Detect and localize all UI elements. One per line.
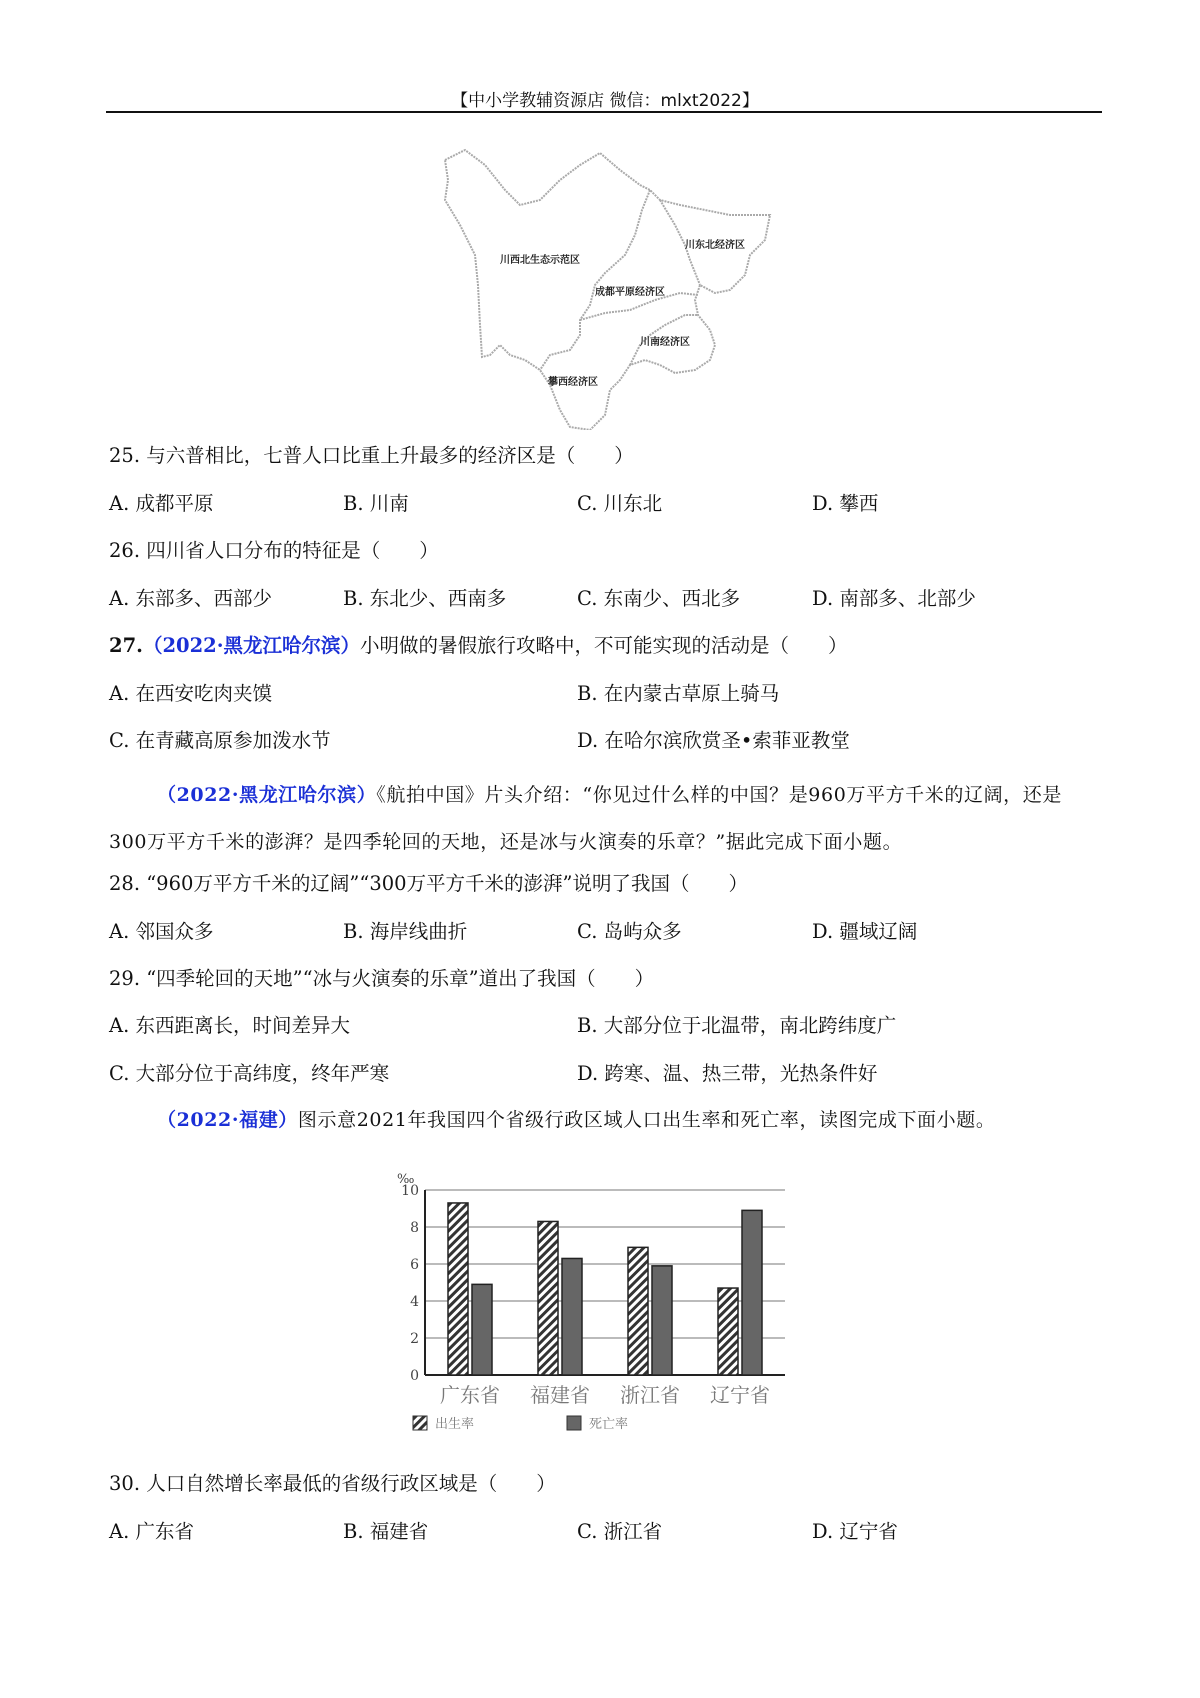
- question-25: 25. 与六普相比，七普人口比重上升最多的经济区是（ ）: [109, 444, 634, 467]
- q27-option-b[interactable]: B. 在内蒙古草原上骑马: [577, 682, 780, 705]
- map-label-chuanxibei: 川西北生态示范区: [500, 255, 580, 266]
- x-category-label: 福建省: [530, 1383, 590, 1407]
- question-28: 28. “960万平方千米的辽阔”“300万平方千米的澎湃”说明了我国（ ）: [109, 872, 749, 895]
- map-label-panxi: 攀西经济区: [548, 377, 598, 388]
- q28-option-d[interactable]: D. 疆域辽阔: [812, 920, 918, 943]
- bar-birth-rate: [718, 1288, 738, 1375]
- q29-option-c[interactable]: C. 大部分位于高纬度，终年严寒: [109, 1062, 390, 1085]
- question-26: 26. 四川省人口分布的特征是（ ）: [109, 539, 439, 562]
- y-tick-label: 2: [410, 1331, 419, 1347]
- q25-option-a[interactable]: A. 成都平原: [109, 492, 214, 515]
- q25-option-b[interactable]: B. 川南: [343, 492, 409, 515]
- y-tick-label: 10: [401, 1183, 419, 1199]
- bar-death-rate: [472, 1284, 492, 1375]
- passage-2-text: 图示意2021年我国四个省级行政区域人口出生率和死亡率，读图完成下面小题。: [297, 1109, 996, 1131]
- y-tick-label: 6: [410, 1257, 419, 1273]
- q29-option-d[interactable]: D. 跨寒、温、热三带，光热条件好: [577, 1062, 878, 1085]
- question-27: [109, 630, 848, 658]
- map-label-chengdu: 成都平原经济区: [595, 287, 665, 298]
- q25-option-d[interactable]: D. 攀西: [812, 492, 879, 515]
- passage-2: [109, 1105, 1099, 1132]
- q26-option-c[interactable]: C. 东南少、西北多: [577, 587, 741, 610]
- x-category-label: 广东省: [440, 1383, 500, 1407]
- legend-birth-label: 出生率: [435, 1417, 475, 1432]
- map-label-chuandongbei: 川东北经济区: [685, 240, 745, 251]
- q27-source: （2022·黑龙江哈尔滨）: [142, 634, 360, 657]
- legend-death-swatch: [567, 1416, 581, 1430]
- q29-option-a[interactable]: A. 东西距离长，时间差异大: [109, 1014, 350, 1037]
- x-category-label: 辽宁省: [710, 1383, 770, 1407]
- sichuan-economic-zones-map: [430, 145, 780, 430]
- q27-number: 27.: [109, 634, 143, 657]
- question-29: 29. “四季轮回的天地”“冰与火演奏的乐章”道出了我国（ ）: [109, 967, 655, 990]
- page-header: 【中小学教辅资源店 微信：mlxt2022】: [451, 91, 759, 111]
- q28-option-a[interactable]: A. 邻国众多: [109, 920, 214, 943]
- bar-death-rate: [742, 1210, 762, 1375]
- question-30: 30. 人口自然增长率最低的省级行政区域是（ ）: [109, 1472, 556, 1495]
- q28-option-c[interactable]: C. 岛屿众多: [577, 920, 682, 943]
- q27-option-c[interactable]: C. 在青藏高原参加泼水节: [109, 729, 331, 752]
- y-tick-label: 8: [410, 1220, 419, 1236]
- q30-option-c[interactable]: C. 浙江省: [577, 1520, 663, 1543]
- q28-option-b[interactable]: B. 海岸线曲折: [343, 920, 468, 943]
- bar-death-rate: [652, 1266, 672, 1375]
- bar-death-rate: [562, 1258, 582, 1375]
- q27-option-a[interactable]: A. 在西安吃肉夹馍: [109, 682, 272, 705]
- bar-birth-rate: [538, 1221, 558, 1375]
- header-rule: [106, 111, 1102, 113]
- q26-option-b[interactable]: B. 东北少、西南多: [343, 587, 507, 610]
- legend-birth-swatch: [413, 1416, 427, 1430]
- q26-option-a[interactable]: A. 东部多、西部少: [109, 587, 272, 610]
- q30-option-a[interactable]: A. 广东省: [109, 1520, 194, 1543]
- y-axis-unit: ‰: [397, 1172, 415, 1187]
- passage-1-source: （2022·黑龙江哈尔滨）: [157, 784, 377, 806]
- map-label-chuannan: 川南经济区: [640, 337, 690, 348]
- y-tick-label: 4: [410, 1294, 419, 1310]
- bar-birth-rate: [628, 1247, 648, 1375]
- legend-death-label: 死亡率: [589, 1417, 629, 1432]
- q27-option-d[interactable]: D. 在哈尔滨欣赏圣•索菲亚教堂: [577, 729, 850, 752]
- q29-option-b[interactable]: B. 大部分位于北温带，南北跨纬度广: [577, 1014, 897, 1037]
- q27-stem: 小明做的暑假旅行攻略中，不可能实现的活动是（ ）: [360, 634, 848, 657]
- passage-1-text: 《航拍中国》片头介绍：“你见过什么样的中国？是960万平方千米的辽阔，还是300万平方千米的澎湃？是四季轮回的天地，还是冰与火演奏的乐章？”据此完成下面小题。: [109, 784, 1062, 853]
- y-tick-label: 0: [410, 1368, 419, 1384]
- q25-option-c[interactable]: C. 川东北: [577, 492, 663, 515]
- q30-option-b[interactable]: B. 福建省: [343, 1520, 429, 1543]
- passage-2-source: （2022·福建）: [157, 1109, 298, 1131]
- bar-birth-rate: [448, 1203, 468, 1375]
- birth-death-rate-chart: [385, 1165, 795, 1445]
- q30-option-d[interactable]: D. 辽宁省: [812, 1520, 898, 1543]
- x-category-label: 浙江省: [620, 1383, 680, 1407]
- passage-1: [109, 772, 1099, 866]
- q26-option-d[interactable]: D. 南部多、北部少: [812, 587, 976, 610]
